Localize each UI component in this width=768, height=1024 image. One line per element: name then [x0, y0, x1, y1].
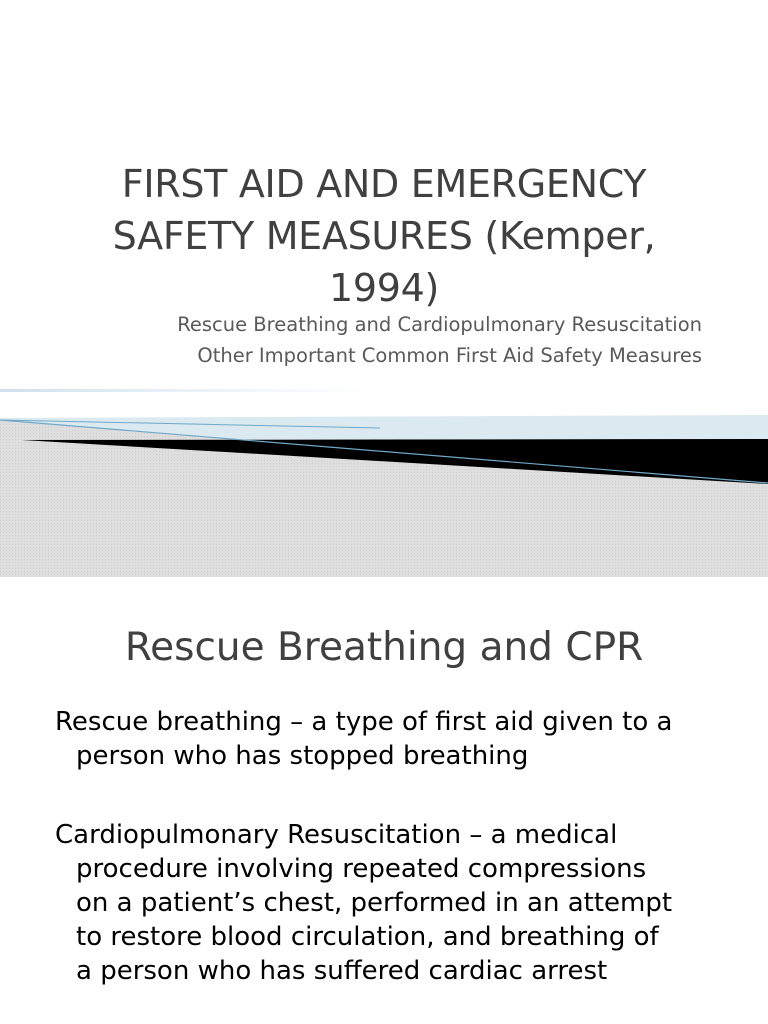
slide-title [70, 158, 698, 314]
content-slide [0, 577, 768, 1024]
bullet-line: Cardiopulmonary Resuscitation – a medical [55, 820, 618, 850]
slide-title-line: FIRST AID AND EMERGENCY [121, 162, 647, 206]
slide-title-line: 1994) [328, 266, 440, 310]
bullet-line: Rescue breathing – a type of first aid given to a [55, 707, 673, 737]
bullet-cpr [55, 818, 735, 988]
slide-heading: Rescue Breathing and CPR [124, 625, 644, 670]
slide-subtitle [40, 309, 702, 371]
bullet-line: to restore blood circulation, and breathing of [76, 922, 659, 952]
decorative-band [0, 385, 768, 577]
slide-title-line: SAFETY MEASURES (Kemper, [112, 214, 656, 258]
bullet-line: a person who has suffered cardiac arrest [76, 956, 608, 986]
slide-subtitle-line: Other Important Common First Aid Safety Measures [197, 344, 702, 367]
accent-rule [0, 389, 380, 392]
bullet-line: on a patient’s chest, performed in an attempt [76, 888, 673, 918]
slide-subtitle-line: Rescue Breathing and Cardiopulmonary Resuscitation [177, 313, 702, 336]
bullet-rescue-breathing [55, 705, 735, 773]
bullet-line: person who has stopped breathing [76, 741, 529, 771]
bullet-line: procedure involving repeated compressions [76, 854, 647, 884]
